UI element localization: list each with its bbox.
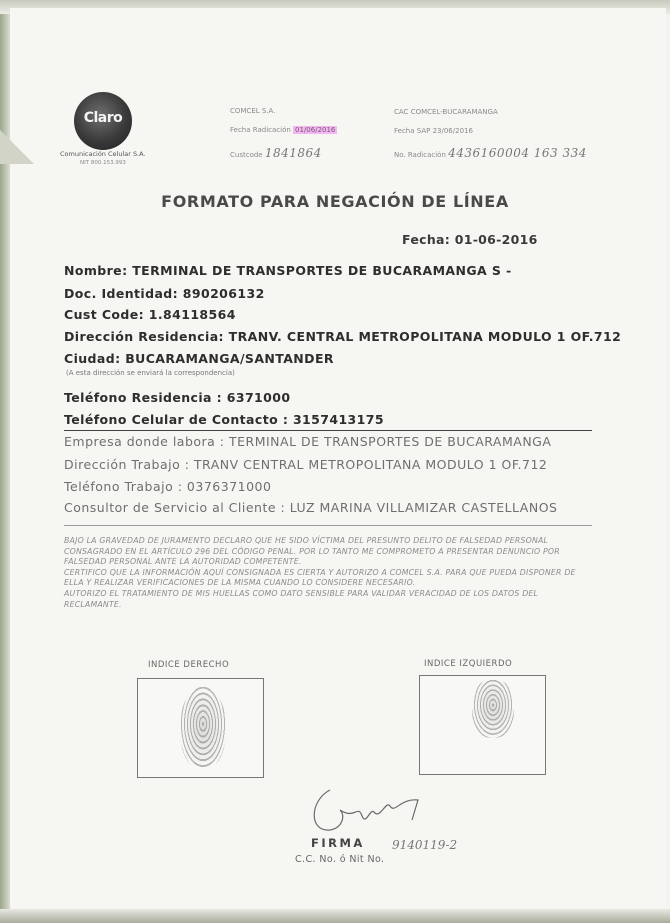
document-date: Fecha: 01-06-2016 bbox=[402, 232, 538, 247]
fecha-sap-field bbox=[394, 127, 473, 135]
left-index-box bbox=[419, 675, 546, 775]
radicacion-handwritten: 4436160004 163 334 bbox=[448, 146, 587, 160]
logo-subtitle: Comunicación Celular S.A. bbox=[60, 150, 146, 158]
customer-address: Dirección Residencia: TRANV. CENTRAL METROPOLITANA MODULO 1 OF.712 bbox=[64, 329, 622, 344]
company-name: COMCEL S.A. bbox=[230, 107, 276, 115]
fecha-sap-label: Fecha SAP bbox=[394, 127, 431, 135]
customer-id: Doc. Identidad: 890206132 bbox=[64, 286, 265, 301]
customer-name: Nombre: TERMINAL DE TRANSPORTES DE BUCARAMANGA S - bbox=[64, 263, 512, 278]
logo-text: Claro bbox=[83, 110, 123, 126]
cac-label: CAC bbox=[394, 108, 409, 116]
fecha-sap-value: 23/06/2016 bbox=[432, 127, 473, 135]
work-address: Dirección Trabajo : TRANV CENTRAL METROPOLITANA MODULO 1 OF.712 bbox=[64, 457, 548, 472]
city-note: (A esta dirección se enviará la correspondencia) bbox=[66, 369, 235, 377]
handwritten-signature bbox=[300, 780, 430, 840]
right-fingerprint bbox=[180, 687, 226, 769]
firma-label: FIRMA bbox=[311, 836, 365, 850]
scan-edge-bottom bbox=[0, 909, 670, 923]
divider-top bbox=[64, 430, 592, 431]
signature-id-handwritten: 9140119-2 bbox=[392, 838, 458, 852]
cac-value: COMCEL-BUCARAMANGA bbox=[410, 108, 498, 116]
residence-phone: Teléfono Residencia : 6371000 bbox=[64, 390, 291, 405]
radicacion-label: No. Radicación bbox=[394, 151, 446, 159]
customer-cust-code: Cust Code: 1.84118564 bbox=[64, 307, 236, 322]
custcode-handwritten: 1841864 bbox=[264, 146, 322, 160]
custcode-label: Custcode bbox=[230, 151, 263, 159]
custcode-field bbox=[230, 146, 322, 160]
logo-nit: NIT 800.153.993 bbox=[80, 160, 126, 166]
left-index-label: INDICE IZQUIERDO bbox=[424, 659, 513, 669]
divider-bottom bbox=[64, 525, 592, 526]
left-fingerprint bbox=[472, 678, 514, 738]
claro-logo bbox=[74, 92, 132, 150]
fecha-radicacion-label: Fecha Radicación bbox=[230, 126, 291, 134]
right-index-box bbox=[137, 678, 264, 778]
cac-field bbox=[394, 108, 498, 116]
document-title: FORMATO PARA NEGACIÓN DE LÍNEA bbox=[161, 192, 509, 211]
cc-nit-label: C.C. No. ó Nit No. bbox=[295, 854, 385, 865]
customer-city: Ciudad: BUCARAMANGA/SANTANDER bbox=[64, 351, 334, 366]
right-index-label: INDICE DERECHO bbox=[148, 660, 230, 670]
service-consultant: Consultor de Servicio al Cliente : LUZ MARINA VILLAMIZAR CASTELLANOS bbox=[64, 500, 558, 515]
legal-declaration bbox=[64, 536, 594, 610]
work-company: Empresa donde labora : TERMINAL DE TRANSPORTES DE BUCARAMANGA bbox=[64, 434, 552, 449]
mobile-phone: Teléfono Celular de Contacto : 3157413175 bbox=[64, 412, 384, 427]
radicacion-field bbox=[394, 146, 587, 160]
fecha-radicacion bbox=[230, 126, 337, 134]
work-phone: Teléfono Trabajo : 0376371000 bbox=[64, 479, 272, 494]
legal-paragraph-1: BAJO LA GRAVEDAD DE JURAMENTO DECLARO QUE HE SIDO VÍCTIMA DEL PRESUNTO DELITO DE FALSEDAD PERSONAL CONSAGRADO EN EL ARTÍCULO 296 DEL CÓDIGO PENAL. POR LO TANTO ME COMPROMETO A PRESENTAR DENUNCIO POR FALSEDAD PERSONAL ANTE LA AUTORIDAD COMPETENTE. bbox=[64, 536, 560, 567]
legal-paragraph-2: CERTIFICO QUE LA INFORMACIÓN AQUÍ CONSIGNADA ES CIERTA Y AUTORIZO A COMCEL S.A. PARA QUE PUEDA DISPONER DE ELLA Y REALIZAR VERIFICACIONES DE LA MISMA CUANDO LO CONSIDERE NECESARIO. bbox=[64, 567, 576, 588]
folded-corner bbox=[0, 130, 34, 164]
fecha-radicacion-value: 01/06/2016 bbox=[295, 126, 336, 134]
legal-paragraph-3: AUTORIZO EL TRATAMIENTO DE MIS HUELLAS COMO DATO SENSIBLE PARA VALIDAR VERACIDAD DE LOS DATOS DEL RECLAMANTE. bbox=[64, 588, 539, 609]
